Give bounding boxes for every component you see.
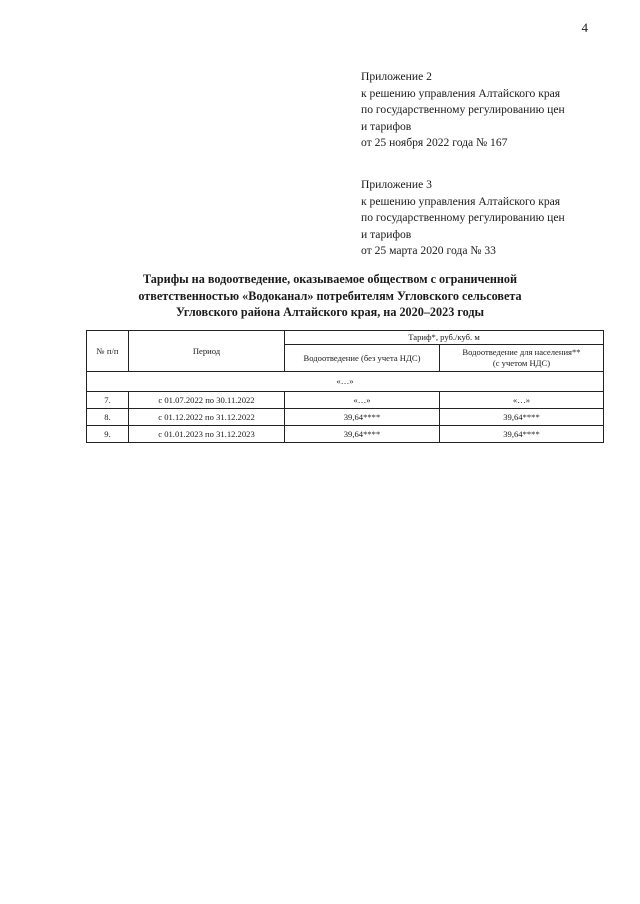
row-number: 8. xyxy=(87,409,129,426)
title-line: Угловского района Алтайского края, на 2020–2023 годы xyxy=(175,305,485,319)
title-line: ответственностью «Водоканал» потребителям Угловского сельсовета xyxy=(138,288,522,303)
appendix-line: Приложение 3 xyxy=(361,178,432,191)
appendix-line: и тарифов xyxy=(361,227,412,241)
row-tariff-population: 39,64**** xyxy=(440,409,604,426)
header-population-line: Водоотведение для населения** xyxy=(462,347,581,357)
row-tariff-population: 39,64**** xyxy=(440,426,604,443)
tariff-table xyxy=(86,330,604,443)
row-period: с 01.07.2022 по 30.11.2022 xyxy=(129,392,285,409)
header-population-line: (с учетом НДС) xyxy=(492,358,551,368)
row-number: 9. xyxy=(87,426,129,443)
row-period: с 01.12.2022 по 31.12.2022 xyxy=(129,409,285,426)
omitted-rows-marker: «…» xyxy=(87,372,604,392)
header-population xyxy=(440,345,604,372)
header-tariff: Тариф*, руб./куб. м xyxy=(285,331,604,345)
table-row xyxy=(87,409,604,426)
appendix-line: от 25 марта 2020 года № 33 xyxy=(361,244,496,257)
appendix-2-reference xyxy=(361,69,601,152)
row-tariff-without-vat: 39,64**** xyxy=(285,426,440,443)
appendix-line: к решению управления Алтайского края xyxy=(361,194,561,208)
table-row xyxy=(87,426,604,443)
page-number: 4 xyxy=(581,20,588,35)
appendix-line: по государственному регулированию цен xyxy=(361,103,565,116)
appendix-line: от 25 ноября 2022 года № 167 xyxy=(361,136,508,149)
row-tariff-population: «…» xyxy=(440,392,604,409)
header-without-vat: Водоотведение (без учета НДС) xyxy=(285,345,440,372)
table-row xyxy=(87,392,604,409)
header-number: № п/п xyxy=(87,331,129,372)
document-title xyxy=(110,271,550,321)
appendix-line: Приложение 2 xyxy=(361,70,432,83)
row-tariff-without-vat: 39,64**** xyxy=(285,409,440,426)
appendix-line: к решению управления Алтайского края xyxy=(361,86,561,100)
header-period: Период xyxy=(129,331,285,372)
appendix-line: по государственному регулированию цен xyxy=(361,211,565,224)
row-tariff-without-vat: «…» xyxy=(285,392,440,409)
title-line: Тарифы на водоотведение, оказываемое обществом с ограниченной xyxy=(142,272,518,286)
appendix-3-reference xyxy=(361,177,601,260)
appendix-line: и тарифов xyxy=(361,119,412,133)
row-period: с 01.01.2023 по 31.12.2023 xyxy=(129,426,285,443)
row-number: 7. xyxy=(87,392,129,409)
